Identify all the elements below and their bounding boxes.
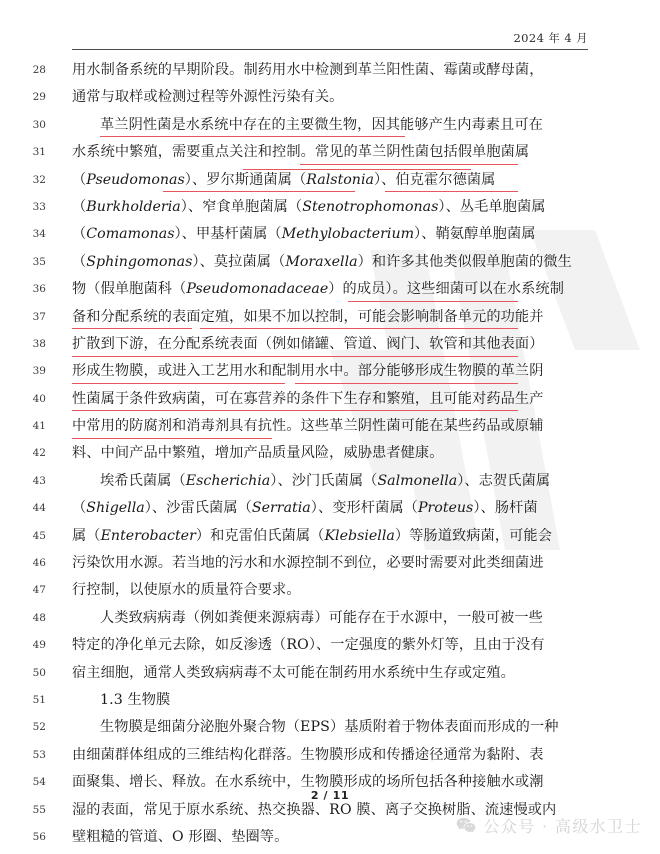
- line-number: 38: [32, 337, 46, 350]
- line-number: 33: [32, 200, 46, 213]
- line-text: 污染饮用水源。若当地的污水和水源控制不到位，必要时需要对此类细菌进: [72, 555, 544, 572]
- line-number: 44: [32, 502, 46, 515]
- line-text: 中常用的防腐剂和消毒剂具有抗性。这些革兰阴性菌可能在某些药品或原辅: [72, 418, 544, 435]
- line-text: （Sphingomonas）、莫拉菌属（Moraxella）和许多其他类似假单胞菌的微生: [72, 253, 572, 270]
- line-text: 物（假单胞菌科（Pseudomonadaceae）的成员）。这些细菌可以在水系统制: [72, 281, 565, 298]
- document-line: [0, 469, 660, 496]
- red-underline: [300, 164, 518, 165]
- line-number: 40: [32, 392, 46, 405]
- line-text: 属（Enterobacter）和克雷伯氏菌属（Klebsiella）等肠道致病菌，可能会: [72, 527, 552, 544]
- red-underline: [72, 383, 285, 384]
- line-text: 由细菌群体组成的三维结构化群落。生物膜形成和传播途径通常为黏附、表: [72, 746, 544, 763]
- line-text: 通常与取样或检测过程等外源性污染有关。: [72, 89, 344, 106]
- line-number: 49: [32, 639, 46, 652]
- header-date: 2024 年 4 月: [513, 31, 588, 45]
- red-underline: [72, 356, 518, 357]
- line-text: 湿的表面，常见于原水系统、热交换器、RO 膜、离子交换树脂、流速慢或内: [72, 801, 557, 818]
- red-underline: [72, 328, 192, 329]
- document-line: [0, 606, 660, 633]
- line-number: 45: [32, 529, 46, 542]
- document-line: [0, 441, 660, 468]
- line-number: 28: [32, 64, 46, 76]
- line-number: 35: [32, 255, 46, 268]
- line-text: 生物膜是细菌分泌胞外聚合物（EPS）基质附着于物体表面而形成的一种: [100, 719, 559, 736]
- document-line: [0, 85, 660, 112]
- red-underline: [72, 410, 518, 411]
- line-number: 42: [32, 447, 46, 460]
- page-number: 2 / 11: [310, 789, 350, 802]
- red-underline: [385, 191, 518, 192]
- line-text: 形成生物膜，或进入工艺用水和配制用水中。部分能够形成生物膜的革兰阴: [72, 363, 544, 380]
- red-underline: [200, 328, 518, 329]
- line-number: 51: [32, 693, 46, 706]
- document-line: [0, 524, 660, 551]
- line-number: 53: [32, 748, 46, 761]
- document-line: [0, 277, 660, 304]
- red-underline: [348, 301, 518, 302]
- page-header: [72, 30, 588, 50]
- document-line: [0, 195, 660, 222]
- line-number: 32: [32, 173, 46, 186]
- document-line: [0, 743, 660, 770]
- line-text: 性菌属于条件致病菌，可在寡营养的条件下生存和繁殖，且可能对药品生产: [72, 390, 544, 407]
- line-number: 41: [32, 420, 46, 433]
- document-line: [0, 633, 660, 660]
- red-underline: [243, 169, 471, 170]
- line-number: 31: [32, 146, 46, 159]
- line-text: 特定的净化单元去除，如反渗透（RO）、一定强度的紫外灯等，且由于没有: [72, 637, 545, 654]
- red-underline: [72, 438, 272, 439]
- line-text: 水系统中繁殖，需要重点关注和控制。常见的革兰阴性菌包括假单胞菌属: [72, 144, 530, 161]
- line-text: 埃希氏菌属（Escherichia）、沙门氏菌属（Salmonella）、志贺氏菌属: [100, 472, 551, 489]
- line-number: 56: [32, 830, 46, 843]
- line-text: （Pseudomonas）、罗尔斯通菌属（Ralstonia）、伯克霍尔德菌属: [72, 171, 496, 188]
- line-number: 47: [32, 584, 46, 597]
- line-number: 48: [32, 611, 46, 624]
- red-underline: [163, 191, 355, 192]
- line-number: 43: [32, 474, 46, 487]
- line-number: 37: [32, 310, 46, 323]
- document-line: [0, 222, 660, 249]
- line-text: 行控制，以使原水的质量符合要求。: [72, 582, 301, 599]
- document-line: [0, 250, 660, 277]
- line-text: 壁粗糙的管道、O 形圈、垫圈等。: [72, 828, 289, 845]
- document-line: [0, 578, 660, 605]
- line-number: 39: [32, 365, 46, 378]
- document-line: [0, 496, 660, 523]
- red-underline: [295, 383, 518, 384]
- line-text: （Shigella）、沙雷氏菌属（Serratia）、变形杆菌属（Proteus）、肠杆菌: [72, 500, 538, 517]
- line-text: 宿主细胞，通常人类致病病毒不太可能在制药用水系统中生存或定殖。: [72, 664, 515, 681]
- line-text: 料、中间产品中繁殖，增加产品质量风险，威胁患者健康。: [72, 445, 444, 462]
- line-text: （Burkholderia）、窄食单胞菌属（Stenotrophomonas）、丛毛单胞菌属: [72, 198, 546, 215]
- document-line: [0, 715, 660, 742]
- document-body: [0, 58, 660, 852]
- line-number: 46: [32, 557, 46, 570]
- wechat-icon: [456, 817, 476, 834]
- line-text: 备和分配系统的表面定殖，如果不加以控制，可能会影响制备单元的功能并: [72, 308, 544, 325]
- line-number: 54: [32, 776, 46, 789]
- document-line: [0, 688, 660, 715]
- line-number: 52: [32, 721, 46, 734]
- document-line: [0, 551, 660, 578]
- footer-credit: [456, 814, 642, 837]
- line-text: 人类致病病毒（例如粪便来源病毒）可能存在于水源中，一般可被一些: [100, 609, 543, 626]
- line-number: 36: [32, 283, 46, 296]
- document-line: [0, 661, 660, 688]
- line-text: 1.3 生物膜: [100, 691, 171, 708]
- line-number: 34: [32, 228, 46, 241]
- line-number: 29: [32, 91, 46, 104]
- line-number: 50: [32, 666, 46, 679]
- line-number: 30: [32, 118, 46, 131]
- header-rule: [72, 49, 588, 50]
- line-text: 革兰阴性菌是水系统中存在的主要微生物，因其能够产生内毒素且可在: [100, 116, 543, 133]
- line-text: 面聚集、增长、释放。在水系统中，生物膜形成的场所包括各种接触水或潮: [72, 774, 544, 791]
- line-text: （Comamonas）、甲基杆菌属（Methylobacterium）、鞘氨醇单胞菌属: [72, 226, 536, 243]
- line-text: 用水制备系统的早期阶段。制药用水中检测到革兰阳性菌、霉菌或酵母菌，: [72, 62, 544, 78]
- red-underline: [100, 136, 405, 137]
- footer-credit-label: 公众号 · 高级水卫士: [483, 817, 642, 836]
- document-line: [0, 58, 660, 85]
- line-number: 55: [32, 803, 46, 816]
- line-text: 扩散到下游，在分配系统表面（例如储罐、管道、阀门、软管和其他表面）: [72, 335, 544, 352]
